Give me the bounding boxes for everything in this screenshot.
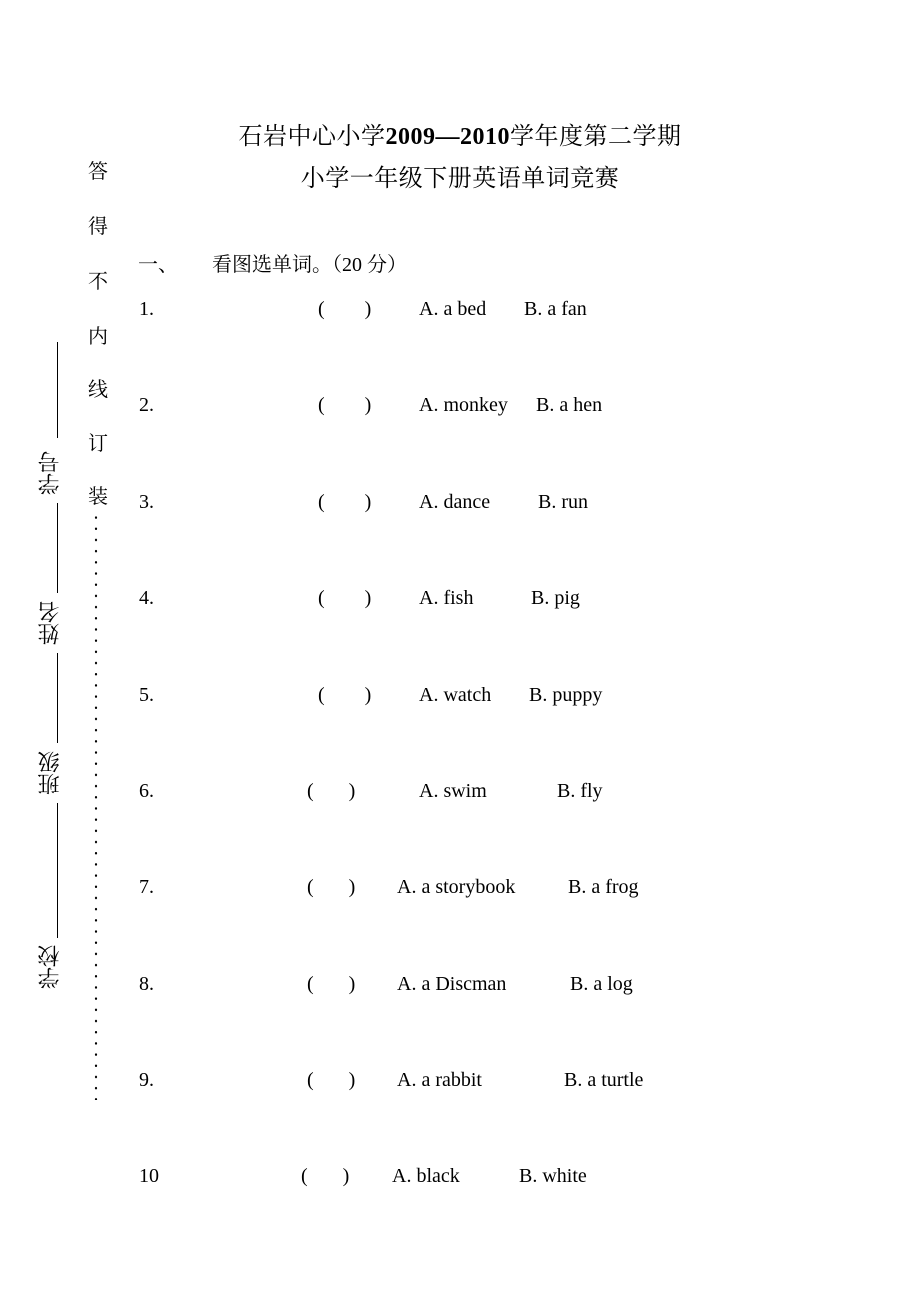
option-b: B. a log	[570, 973, 633, 995]
binding-char: 内	[88, 326, 108, 348]
binding-char: 得	[88, 216, 108, 238]
question-row	[0, 1165, 920, 1195]
binding-dotted-line	[94, 512, 98, 1100]
answer-blank[interactable]: ( )	[307, 780, 356, 802]
question-number: 10	[139, 1165, 159, 1187]
question-number: 1.	[139, 298, 154, 320]
class-label: 班级	[37, 751, 62, 795]
section-instruction: 看图选单词。（20 分）	[212, 254, 407, 276]
answer-blank[interactable]: ( )	[318, 684, 372, 706]
option-a: A. a bed	[419, 298, 487, 320]
question-row	[0, 780, 920, 810]
option-a: A. a storybook	[397, 876, 516, 898]
option-b: B. a fan	[524, 298, 587, 320]
binding-char: 不	[88, 271, 108, 293]
question-row	[0, 394, 920, 424]
option-b: B. white	[519, 1165, 587, 1187]
binding-char: 答	[88, 161, 108, 183]
option-a: A. dance	[419, 491, 491, 513]
binding-char: 装	[88, 486, 108, 508]
option-b: B. a frog	[568, 876, 639, 898]
question-row	[0, 1069, 920, 1099]
question-number: 3.	[139, 491, 154, 513]
name-underline[interactable]	[57, 503, 58, 593]
option-b: B. a hen	[536, 394, 603, 416]
answer-blank[interactable]: ( )	[307, 876, 356, 898]
school-label: 学校	[37, 945, 62, 989]
option-b: B. run	[538, 491, 588, 513]
option-b: B. puppy	[529, 684, 603, 706]
class-underline[interactable]	[57, 653, 58, 743]
option-b: B. a turtle	[564, 1069, 644, 1091]
option-a: A. a Discman	[397, 973, 507, 995]
question-number: 7.	[139, 876, 154, 898]
question-number: 9.	[139, 1069, 154, 1091]
section-number: 一、	[138, 254, 178, 276]
student-id-label: 学号	[37, 451, 62, 495]
question-row	[0, 491, 920, 521]
title-term: 学年度第二学期	[510, 124, 682, 150]
option-a: A. black	[392, 1165, 460, 1187]
question-row	[0, 973, 920, 1003]
option-a: A. fish	[419, 587, 474, 609]
question-number: 4.	[139, 587, 154, 609]
name-label: 姓名	[37, 601, 62, 645]
question-number: 8.	[139, 973, 154, 995]
answer-blank[interactable]: ( )	[318, 394, 372, 416]
question-number: 2.	[139, 394, 154, 416]
answer-blank[interactable]: ( )	[318, 587, 372, 609]
question-row	[0, 876, 920, 906]
title-school: 石岩中心小学	[238, 124, 386, 150]
title-years: 2009—2010	[385, 124, 510, 150]
question-number: 5.	[139, 684, 154, 706]
option-a: A. monkey	[419, 394, 508, 416]
option-a: A. swim	[419, 780, 487, 802]
question-row	[0, 684, 920, 714]
school-underline[interactable]	[57, 803, 58, 938]
answer-blank[interactable]: ( )	[318, 491, 372, 513]
option-b: B. pig	[531, 587, 580, 609]
student-id-underline[interactable]	[57, 342, 58, 438]
section-heading	[138, 248, 407, 277]
option-a: A. watch	[419, 684, 492, 706]
answer-blank[interactable]: ( )	[301, 1165, 350, 1187]
question-number: 6.	[139, 780, 154, 802]
option-a: A. a rabbit	[397, 1069, 482, 1091]
answer-blank[interactable]: ( )	[307, 1069, 356, 1091]
page-subtitle: 小学一年级下册英语单词竞赛	[300, 166, 620, 192]
page-title	[0, 116, 920, 151]
question-row	[0, 587, 920, 617]
binding-char: 订	[88, 433, 108, 455]
binding-char: 线	[88, 379, 108, 401]
question-row	[0, 298, 920, 328]
answer-blank[interactable]: ( )	[318, 298, 372, 320]
answer-blank[interactable]: ( )	[307, 973, 356, 995]
option-b: B. fly	[557, 780, 603, 802]
